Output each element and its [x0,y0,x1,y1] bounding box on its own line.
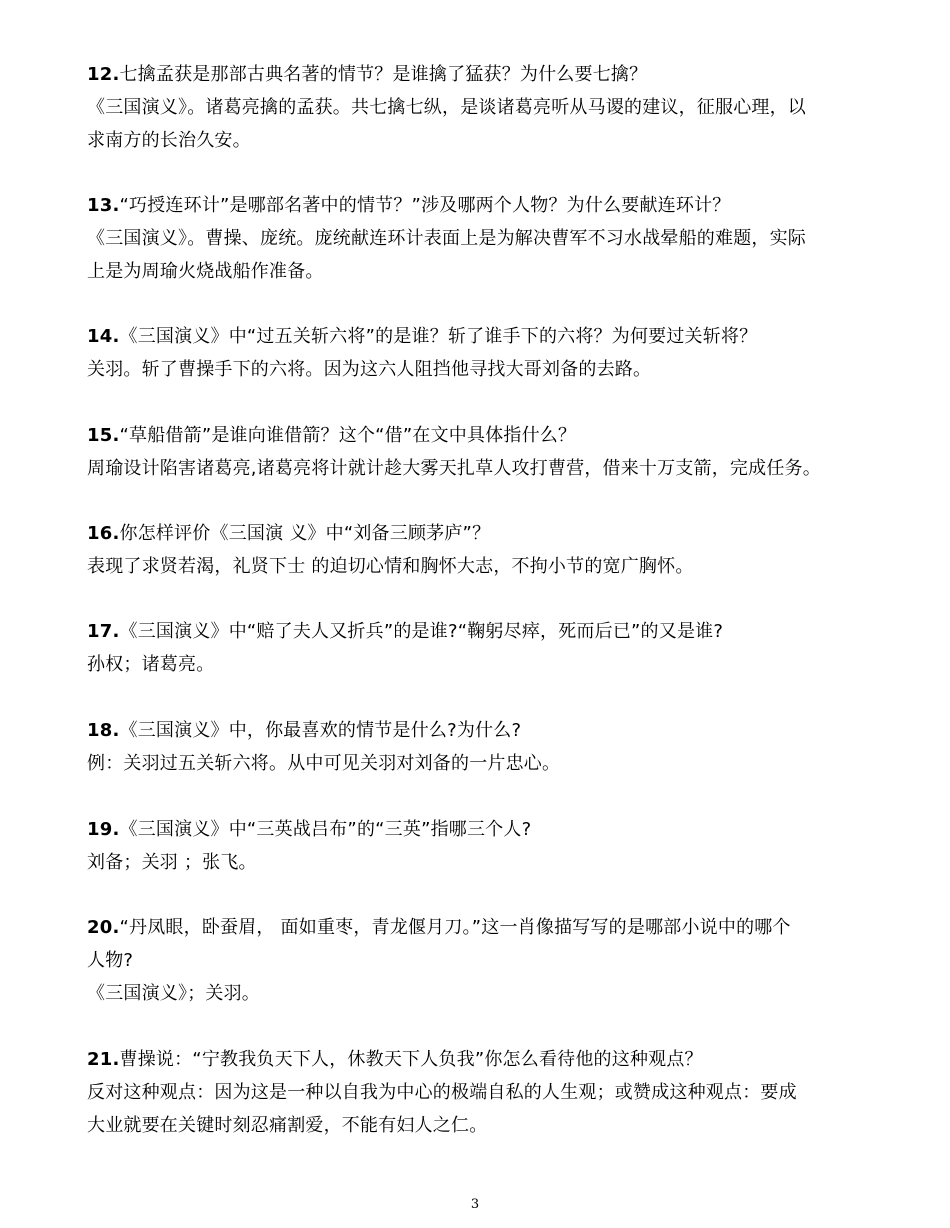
question-line [87,58,867,91]
question-item [87,911,867,1010]
question-line [87,1043,867,1076]
question-number: 18. [87,720,120,741]
question-text: 《三国演义》中“过五关斩六将”的是谁？斩了谁手下的六将？为何要过关斩将？ [119,326,758,347]
question-number: 19. [87,819,120,840]
answer-line: 例：关羽过五关斩六将。从中可见关羽对刘备的一片忠心。 [87,753,561,774]
answer-line: 求南方的长治久安。 [87,130,251,151]
question-number: 15. [87,425,120,446]
question-item [87,714,867,780]
question-item [87,1043,867,1142]
question-text: 曹操说：“宁教我负天下人，休教天下人负我”你怎么看待他的这种观点？ [119,1049,703,1070]
question-item [87,517,867,583]
answer-line: 《三国演义》；关羽。 [87,983,260,1004]
question-number: 14. [87,326,120,347]
question-line [87,911,867,944]
question-item [87,189,867,288]
answer-line: 《三国演义》。曹操、庞统。庞统献连环计表面上是为解决曹军不习水战晕船的难题，实际 [87,228,806,249]
question-line [87,517,867,550]
question-number: 17. [87,621,120,642]
answer-line: 大业就要在关键时刻忍痛割爱，不能有妇人之仁。 [87,1115,488,1136]
question-text: 《三国演义》中“三英战吕布”的“三英”指哪三个人? [119,819,532,840]
answer-line: 周瑜设计陷害诸葛亮,诸葛亮将计就计趁大雾天扎草人攻打曹营，借来十万支箭，完成任务。 [87,458,821,479]
question-item [87,419,867,485]
answer-line: 关羽。斩了曹操手下的六将。因为这六人阻挡他寻找大哥刘备的去路。 [87,359,652,380]
page-number: 3 [470,1197,480,1212]
question-line [87,320,867,353]
question-number: 12. [87,64,120,85]
answer-line: 表现了求贤若渴，礼贤下士 的迫切心情和胸怀大志，不拘小节的宽广胸怀。 [87,556,694,577]
question-text: 你怎样评价《三国演 义》中“刘备三顾茅庐”？ [119,523,491,544]
question-number: 20. [87,917,120,938]
question-item [87,58,867,157]
question-item [87,320,867,386]
question-line [87,813,867,846]
question-text: “巧授连环计”是哪部名著中的情节？”涉及哪两个人物？为什么要献连环计？ [119,195,731,216]
answer-line: 反对这种观点：因为这是一种以自我为中心的极端自私的人生观；或赞成这种观点：要成 [87,1082,797,1103]
question-item [87,813,867,879]
question-text: “草船借箭”是谁向谁借箭？这个“借”在文中具体指什么？ [119,425,577,446]
question-number: 13. [87,195,120,216]
question-line [87,419,867,452]
question-number: 21. [87,1049,120,1070]
answer-line: 刘备；关羽 ；张飞。 [87,852,257,873]
question-line [87,189,867,222]
question-number: 16. [87,523,120,544]
question-line-continued: 人物? [87,950,134,971]
question-line [87,714,867,747]
question-text: 《三国演义》中，你最喜欢的情节是什么?为什么? [119,720,522,741]
question-item [87,615,867,681]
question-text: 《三国演义》中“赔了夫人又折兵”的是谁?“鞠躬尽瘁，死而后已”的又是谁? [119,621,724,642]
answer-line: 《三国演义》。诸葛亮擒的孟获。共七擒七纵，是谈诸葛亮听从马谡的建议，征服心理，以 [87,97,806,118]
answer-line: 孙权；诸葛亮。 [87,654,215,675]
question-text: “丹凤眼，卧蚕眉， 面如重枣，青龙偃月刀。”这一肖像描写写的是哪部小说中的哪个 [119,917,791,938]
question-text: 七擒孟获是那部古典名著的情节？是谁擒了猛获？为什么要七擒？ [119,64,648,85]
answer-line: 上是为周瑜火烧战船作准备。 [87,261,324,282]
question-line [87,615,867,648]
